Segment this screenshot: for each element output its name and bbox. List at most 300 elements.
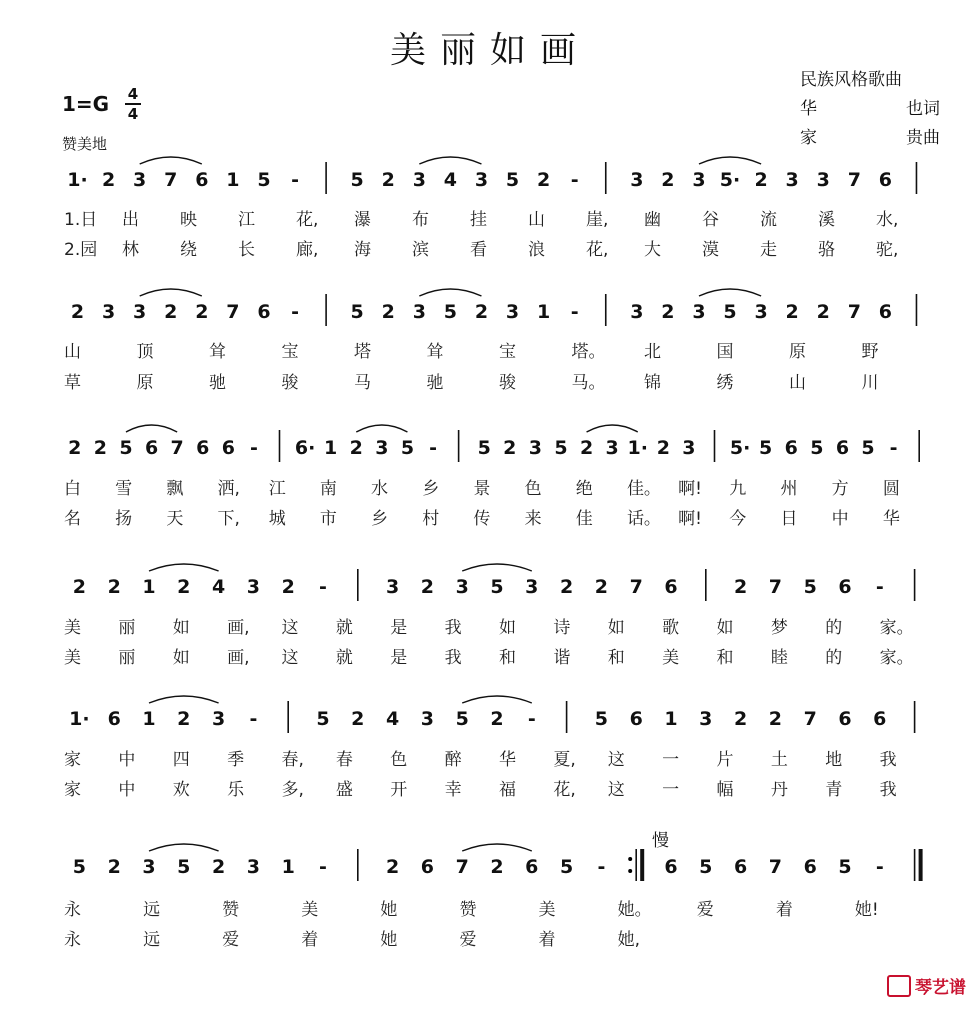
lyric-verse2: 福 <box>499 780 516 800</box>
note: 5 <box>803 576 817 598</box>
lyric-verse1: 州 <box>780 479 798 499</box>
note: 5 <box>177 856 191 878</box>
lyric-verse1: 南 <box>319 479 337 499</box>
lyric-verse1: 歌 <box>662 618 680 638</box>
lyric-verse2: 原 <box>136 373 154 393</box>
lyric-verse2: 林 <box>122 240 139 260</box>
note-extension: - <box>875 856 884 878</box>
lyric-verse1: 醉 <box>444 750 462 770</box>
lyric-verse1: 九 <box>729 479 747 499</box>
note: 5 <box>699 856 713 878</box>
lyric-verse2: 睦 <box>770 648 788 668</box>
lyric-verse1: 家 <box>64 750 81 770</box>
lyric-verse2: 市 <box>319 509 337 529</box>
note: 3 <box>142 856 156 878</box>
lyric-verse1: 耸 <box>209 342 226 362</box>
note: 7 <box>768 576 783 598</box>
lyric-verse2: 锦 <box>644 373 661 393</box>
lyric-verse1: 原 <box>789 342 806 362</box>
lyric-verse1: 水 <box>371 479 389 499</box>
note: 2 <box>281 576 295 598</box>
slur <box>587 425 638 432</box>
lyric-verse1: 春, <box>281 750 304 770</box>
note-extension: - <box>291 301 299 323</box>
note-extension: - <box>570 169 579 191</box>
lyric-verse2: 天 <box>166 509 184 529</box>
lyric-verse2: 城 <box>268 509 286 529</box>
note: 1· <box>69 708 90 730</box>
lyric-verse1: 国 <box>716 342 734 362</box>
note: 7 <box>226 301 240 323</box>
lyric-verse1: 着 <box>775 900 793 920</box>
note: 4 <box>211 576 226 598</box>
lyric-verse1: 这 <box>281 618 299 638</box>
lyric-verse1: 她。 <box>617 900 652 920</box>
lyric-verse1: 映 <box>180 210 197 230</box>
lyric-verse1: 飘 <box>166 479 184 499</box>
note: 3 <box>525 576 539 598</box>
note: 4 <box>385 708 400 730</box>
lyric-verse2: 驰 <box>209 373 226 393</box>
note: 3 <box>754 301 768 323</box>
note: 2 <box>72 576 87 598</box>
note: 5 <box>316 708 330 730</box>
lyric-verse2: 滨 <box>412 240 429 260</box>
note: 7 <box>847 169 861 191</box>
lyric-verse1: 就 <box>335 618 353 638</box>
note: 3 <box>630 301 644 323</box>
lyric-verse2: 盛 <box>335 780 353 800</box>
lyric-verse1: 溪 <box>818 210 835 230</box>
lyric-verse2: 花, <box>553 780 576 800</box>
lyric-verse2: 家 <box>64 780 81 800</box>
note: 2 <box>349 437 363 459</box>
note: 7 <box>629 576 643 598</box>
note: 2 <box>661 169 675 191</box>
lyric-verse1: 如 <box>716 618 734 638</box>
note: 2 <box>385 856 400 878</box>
lyric-verse2: 大 <box>644 240 661 260</box>
slur <box>419 157 481 164</box>
lyric-verse2: 华 <box>882 509 900 529</box>
lyric-verse1: 是 <box>390 618 408 638</box>
note: 5 <box>477 437 491 459</box>
lyric-verse1: 美 <box>301 900 319 920</box>
lyric-verse1: 丽 <box>118 618 136 638</box>
lyric-verse2: 这 <box>281 648 299 668</box>
note: 5 <box>554 437 568 459</box>
lyric-verse2: 丹 <box>770 780 788 800</box>
lyric-verse1: 我 <box>444 618 462 638</box>
lyric-verse1: 如 <box>607 618 625 638</box>
slur <box>462 696 532 703</box>
note: 2 <box>503 437 517 459</box>
note: 1· <box>67 169 88 191</box>
slur <box>149 696 219 703</box>
note-extension: - <box>249 437 258 459</box>
lyric-verse1: 雪 <box>115 479 133 499</box>
lyric-verse2: 一 <box>662 780 680 800</box>
note: 7 <box>847 301 861 323</box>
lyric-verse2: 画, <box>227 648 250 668</box>
note: 2 <box>68 437 82 459</box>
lyric-verse1: 圆 <box>882 479 900 499</box>
lyric-verse2: 今 <box>729 509 747 529</box>
note: 3 <box>605 437 619 459</box>
note: 6 <box>257 301 271 323</box>
lyric-verse2: 名 <box>64 509 81 529</box>
note: 2 <box>733 708 748 730</box>
lyric-verse1: 她! <box>854 900 879 920</box>
note: 5 <box>350 301 364 323</box>
lyric-verse2: 日 <box>780 509 798 529</box>
slur <box>149 844 219 851</box>
note: 3 <box>455 576 469 598</box>
lyric-verse1: 北 <box>644 342 661 362</box>
lyric-verse1: 白 <box>64 479 81 499</box>
note: 2 <box>768 708 783 730</box>
slur <box>149 564 219 571</box>
lyric-verse2: 她 <box>380 930 398 950</box>
note: 6 <box>733 856 748 878</box>
lyric-verse1: 赞 <box>222 900 240 920</box>
lyric-verse1: 季 <box>227 750 245 770</box>
note: 5 <box>257 169 271 191</box>
lyric-verse2: 乐 <box>227 780 245 800</box>
note: 2 <box>490 708 504 730</box>
note: 7 <box>170 437 184 459</box>
note: 5· <box>719 169 741 191</box>
lyric-verse2: 我 <box>879 780 897 800</box>
lyric-verse2: 永 <box>64 930 81 950</box>
lyric-verse2: 如 <box>172 648 190 668</box>
lyric-verse1: 江 <box>238 210 255 230</box>
lyric-verse2: 美 <box>662 648 680 668</box>
note: 7 <box>164 169 178 191</box>
lyric-verse2: 啊! <box>678 509 702 529</box>
lyric-verse1: 水, <box>876 210 899 230</box>
note: 7 <box>768 856 783 878</box>
note-extension: - <box>429 437 437 459</box>
note: 5 <box>490 576 504 598</box>
lyric-verse2: 绕 <box>180 240 197 260</box>
note: 3 <box>474 169 489 191</box>
note-extension: - <box>889 437 898 459</box>
lyric-verse1: 洒, <box>217 479 240 499</box>
lyric-verse1: 春 <box>335 750 353 770</box>
lyric-verse2: 2.园 <box>64 240 98 260</box>
lyric-verse2: 是 <box>390 648 408 668</box>
note: 2 <box>816 301 830 323</box>
note: 5· <box>729 437 751 459</box>
note: 3 <box>699 708 713 730</box>
note: 5 <box>443 301 458 323</box>
note: 2 <box>754 169 768 191</box>
note: 6 <box>878 169 893 191</box>
lyric-verse2: 马。 <box>571 373 606 393</box>
note: 2 <box>661 301 675 323</box>
note: 2 <box>474 301 489 323</box>
note-extension: - <box>319 856 327 878</box>
lyric-verse2: 漠 <box>702 240 719 260</box>
lyric-verse1: 谷 <box>702 210 719 230</box>
lyric-verse2: 我 <box>444 648 462 668</box>
lyric-verse1: 她 <box>380 900 398 920</box>
note: 5 <box>72 856 87 878</box>
lyric-verse2: 佳 <box>575 509 593 529</box>
note: 5 <box>759 437 773 459</box>
note: 6 <box>784 437 798 459</box>
slur <box>699 289 761 296</box>
note: 2 <box>107 576 121 598</box>
lyric-verse2: 谐 <box>553 648 571 668</box>
slur <box>126 425 177 432</box>
note-extension: - <box>570 301 579 323</box>
note: 7 <box>455 856 469 878</box>
note: 2 <box>559 576 574 598</box>
slur <box>462 844 532 851</box>
note: 5 <box>400 437 415 459</box>
slur <box>419 289 481 296</box>
lyric-verse1: 家。 <box>879 618 914 638</box>
lyric-verse2: 海 <box>354 240 371 260</box>
lyric-verse1: 啊! <box>678 479 702 499</box>
lyric-verse2: 骆 <box>818 240 835 260</box>
lyric-verse2: 骏 <box>281 373 299 393</box>
note: 3 <box>630 169 644 191</box>
lyric-verse2: 廊, <box>296 240 319 260</box>
lyric-verse2: 花, <box>586 240 609 260</box>
note: 6 <box>525 856 539 878</box>
credit-style: 民族风格歌曲 <box>800 70 902 90</box>
credit-composer: 家 贵曲 <box>800 128 940 148</box>
lyric-verse2: 欢 <box>172 780 190 800</box>
time-signature: 4 4 <box>125 86 141 122</box>
note: 3 <box>412 169 426 191</box>
lyric-verse1: 诗 <box>553 618 571 638</box>
note: 2 <box>656 437 670 459</box>
note: 6 <box>629 708 643 730</box>
note-extension: - <box>291 169 299 191</box>
note: 6· <box>294 437 316 459</box>
lyric-verse1: 美 <box>538 900 556 920</box>
note: 6 <box>144 437 159 459</box>
slur <box>140 157 202 164</box>
repeat-dot <box>628 869 632 873</box>
lyric-verse2: 爱 <box>222 930 240 950</box>
slur <box>356 425 407 432</box>
note: 3 <box>528 437 542 459</box>
lyric-verse1: 如 <box>499 618 516 638</box>
note: 6 <box>873 708 887 730</box>
note-extension: - <box>875 576 884 598</box>
lyric-verse2: 和 <box>607 648 625 668</box>
note: 2 <box>733 576 748 598</box>
lyric-verse1: 我 <box>879 750 897 770</box>
lyric-verse2: 看 <box>470 240 487 260</box>
lyric-verse1: 宝 <box>499 342 516 362</box>
note-extension: - <box>527 708 536 730</box>
lyric-verse2: 传 <box>473 509 491 529</box>
note: 5 <box>350 169 364 191</box>
note: 1· <box>627 437 648 459</box>
lyric-verse2: 骏 <box>499 373 516 393</box>
lyric-verse1: 1.日 <box>64 210 98 230</box>
note: 5 <box>559 856 574 878</box>
lyric-verse1: 花, <box>296 210 319 230</box>
note: 3 <box>505 301 520 323</box>
note: 1 <box>142 576 156 598</box>
lyric-verse1: 爱 <box>696 900 714 920</box>
lyric-verse2: 着 <box>538 930 556 950</box>
lyric-verse2: 驼, <box>876 240 899 260</box>
credit-lyricist: 华 也词 <box>800 99 940 119</box>
note: 6 <box>838 576 852 598</box>
lyric-verse1: 夏, <box>553 750 576 770</box>
slur <box>462 564 532 571</box>
lyric-verse2: 走 <box>760 240 777 260</box>
note-extension: - <box>249 708 258 730</box>
lyric-verse1: 远 <box>143 900 161 920</box>
lyric-verse1: 华 <box>499 750 516 770</box>
lyric-verse1: 片 <box>716 750 734 770</box>
note: 1 <box>142 708 156 730</box>
lyric-verse2: 幅 <box>716 780 734 800</box>
note: 2 <box>579 437 594 459</box>
lyric-verse1: 山 <box>64 342 81 362</box>
lyric-verse1: 土 <box>770 750 788 770</box>
lyric-verse1: 一 <box>662 750 680 770</box>
lyric-verse2: 爱 <box>459 930 477 950</box>
lyric-verse1: 的 <box>825 618 843 638</box>
note: 5 <box>723 301 737 323</box>
lyric-verse1: 这 <box>607 750 625 770</box>
note: 5 <box>594 708 609 730</box>
tempo-mark: 赞美地 <box>62 135 108 153</box>
note: 6 <box>803 856 817 878</box>
note: 3 <box>211 708 226 730</box>
lyric-verse1: 瀑 <box>354 210 371 230</box>
lyric-verse2: 远 <box>143 930 161 950</box>
note: 6 <box>196 437 210 459</box>
note: 1 <box>664 708 678 730</box>
slur <box>699 157 761 164</box>
note: 2 <box>351 708 365 730</box>
note: 3 <box>816 169 830 191</box>
site-logo: 琴艺谱 <box>887 973 966 998</box>
lyric-verse1: 布 <box>412 210 429 230</box>
note: 2 <box>177 576 191 598</box>
note: 1 <box>226 169 240 191</box>
note: 5 <box>119 437 133 459</box>
note: 2 <box>101 169 116 191</box>
note: 6 <box>107 708 121 730</box>
note: 5 <box>861 437 875 459</box>
lyric-verse1: 色 <box>524 479 542 499</box>
note: 2 <box>177 708 191 730</box>
note-extension: - <box>597 856 606 878</box>
note: 5 <box>505 169 520 191</box>
lyric-verse2: 她, <box>617 930 641 950</box>
note: 6 <box>420 856 435 878</box>
lyric-verse2: 扬 <box>115 509 133 529</box>
lyric-verse1: 崖, <box>586 210 609 230</box>
lyric-verse1: 山 <box>528 210 545 230</box>
note: 2 <box>211 856 226 878</box>
lyric-verse1: 乡 <box>422 479 440 499</box>
note: 3 <box>385 576 400 598</box>
lyric-verse1: 永 <box>64 900 81 920</box>
note: 3 <box>246 576 261 598</box>
note: 3 <box>420 708 435 730</box>
note: 1 <box>324 437 338 459</box>
note: 2 <box>381 169 395 191</box>
lyric-verse1: 梦 <box>770 618 788 638</box>
lyric-verse2: 的 <box>825 648 843 668</box>
lyric-verse1: 如 <box>172 618 190 638</box>
lyric-verse1: 四 <box>172 750 190 770</box>
note: 1 <box>281 856 295 878</box>
lyric-verse1: 野 <box>861 342 879 362</box>
note: 1 <box>536 301 551 323</box>
lyric-verse2: 草 <box>64 373 81 393</box>
note: 3 <box>133 169 147 191</box>
lyric-verse1: 绝 <box>575 479 593 499</box>
lyric-verse1: 景 <box>473 479 491 499</box>
lyric-verse2: 美 <box>64 648 81 668</box>
note: 2 <box>164 301 178 323</box>
lyric-verse2: 川 <box>861 373 879 393</box>
note: 6 <box>221 437 235 459</box>
note: 2 <box>785 301 799 323</box>
note: 5 <box>810 437 824 459</box>
note: 3 <box>692 169 706 191</box>
note: 2 <box>536 169 551 191</box>
lyric-verse2: 开 <box>390 780 408 800</box>
note: 2 <box>420 576 435 598</box>
note: 3 <box>785 169 799 191</box>
note: 6 <box>878 301 893 323</box>
slow-mark: 慢 <box>652 831 669 851</box>
lyric-verse2: 中 <box>831 509 849 529</box>
lyric-verse2: 丽 <box>118 648 136 668</box>
lyric-verse1: 流 <box>760 210 777 230</box>
lyric-verse1: 地 <box>825 750 843 770</box>
note: 7 <box>803 708 817 730</box>
repeat-dot <box>628 857 632 861</box>
logo-icon <box>887 975 911 997</box>
note: 2 <box>195 301 209 323</box>
slur <box>140 289 202 296</box>
note: 6 <box>838 708 852 730</box>
lyric-verse1: 幽 <box>644 210 661 230</box>
lyric-verse2: 驰 <box>426 373 444 393</box>
lyric-verse2: 幸 <box>444 780 462 800</box>
lyric-verse2: 下, <box>217 509 240 529</box>
note: 3 <box>133 301 147 323</box>
note: 3 <box>692 301 706 323</box>
note: 6 <box>195 169 209 191</box>
lyric-verse2: 青 <box>825 780 843 800</box>
note: 3 <box>375 437 389 459</box>
note: 3 <box>682 437 696 459</box>
note: 3 <box>101 301 116 323</box>
lyric-verse1: 方 <box>831 479 849 499</box>
note: 4 <box>443 169 458 191</box>
note: 2 <box>70 301 85 323</box>
lyric-verse1: 中 <box>118 750 136 770</box>
note: 2 <box>594 576 609 598</box>
